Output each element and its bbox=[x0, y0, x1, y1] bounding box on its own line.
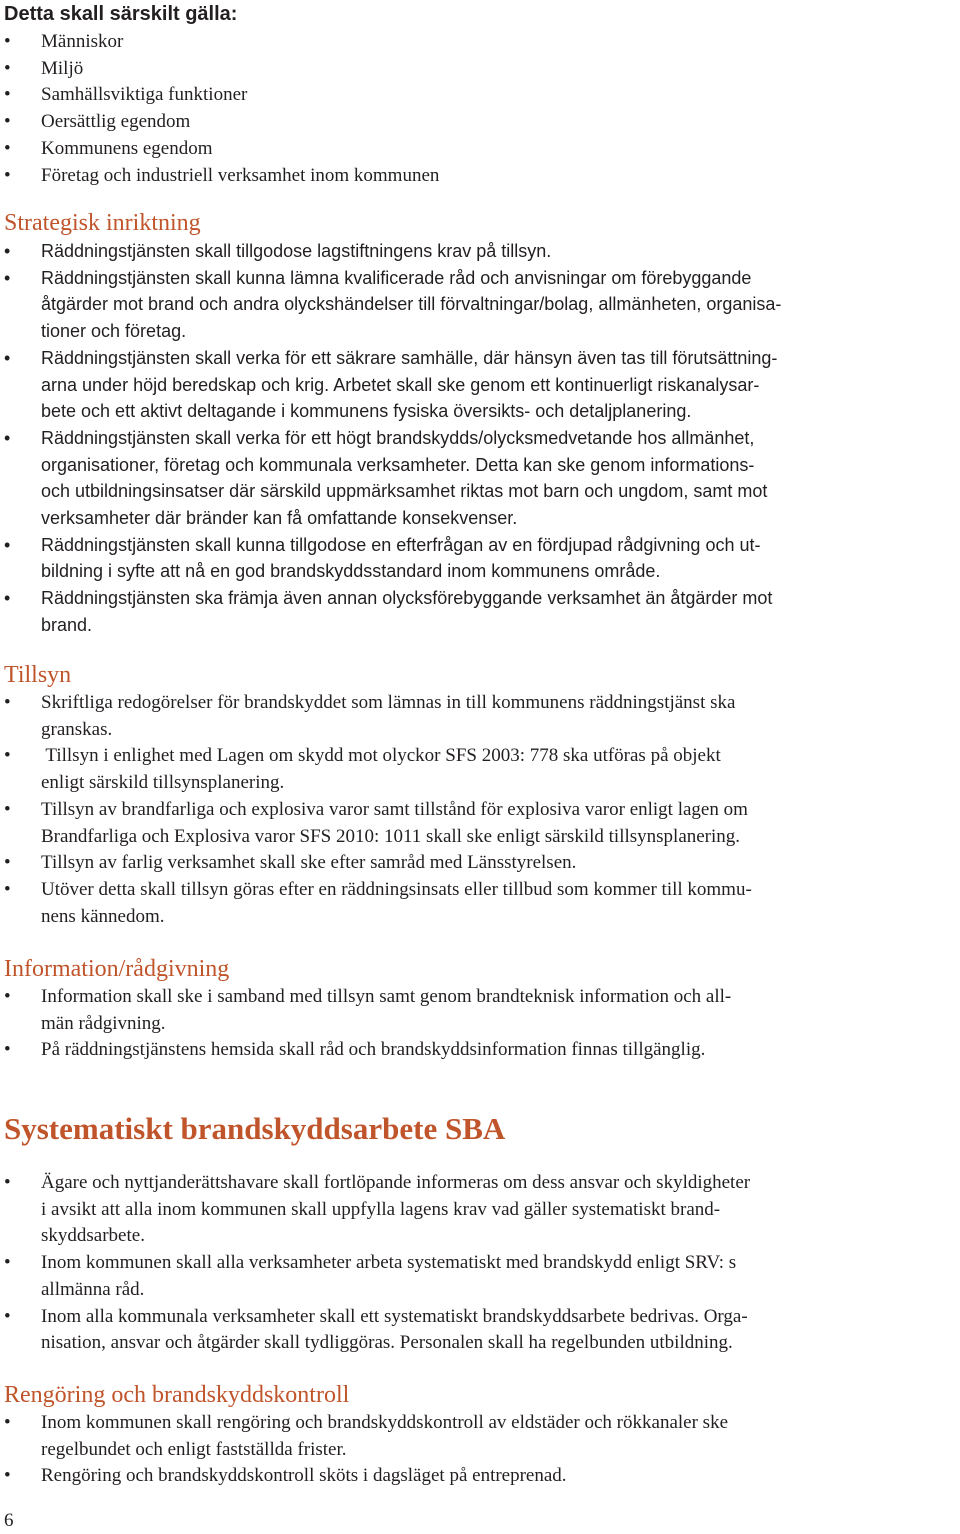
list-item-line: På räddningstjänstens hemsida skall råd och brandskyddsinformation finnas tillgänglig. bbox=[41, 1039, 706, 1061]
list-item-line: Räddningstjänsten skall verka för ett säkrare samhälle, där hänsyn även tas till förutsättning- bbox=[41, 347, 778, 368]
bullet-icon: • bbox=[4, 241, 11, 261]
list-item bbox=[0, 29, 960, 56]
list-item-line: Miljö bbox=[41, 57, 84, 79]
list-item-line: Inom alla kommunala verksamheter skall ett systematiskt brandskyddsarbete bedrivas. Orga- bbox=[41, 1305, 748, 1327]
bullet-icon: • bbox=[4, 878, 11, 900]
list-item-line: i avsikt att alla inom kommunen skall uppfylla lagens krav vad gäller systematiskt brand- bbox=[41, 1198, 721, 1220]
list-item-line: Brandfarliga och Explosiva varor SFS 2010: 1011 skall ske enligt särskild tillsynsplanering. bbox=[41, 825, 741, 847]
list-item-line: Människor bbox=[41, 31, 124, 52]
list-item-line: Rengöring och brandskyddskontroll sköts i dagsläget på entreprenad. bbox=[41, 1465, 567, 1487]
list-item-line: bete och ett aktivt deltagande i kommunens fysiska översikts- och detaljplanering. bbox=[41, 401, 692, 422]
bullet-icon: • bbox=[4, 986, 11, 1007]
bullet-icon: • bbox=[4, 1412, 11, 1433]
rengoring-section bbox=[0, 1381, 960, 1490]
list-item-line: Oersättlig egendom bbox=[41, 111, 191, 133]
bullet-icon: • bbox=[4, 137, 11, 159]
list-item bbox=[0, 163, 960, 190]
list-item-line: Tillsyn i enlighet med Lagen om skydd mot olyckor SFS 2003: 778 ska utföras på objekt bbox=[41, 745, 721, 767]
bullet-icon: • bbox=[4, 111, 11, 133]
bullet-icon: • bbox=[4, 347, 11, 368]
list-item-line: tioner och företag. bbox=[41, 321, 187, 342]
rengoring-list bbox=[0, 1410, 960, 1490]
list-item-line: åtgärder mot brand och andra olyckshändelser till förvaltningar/bolag, allmänheten, organisa- bbox=[41, 294, 782, 315]
bullet-icon: • bbox=[4, 1172, 11, 1193]
list-item bbox=[0, 1463, 960, 1490]
list-item-line: Räddningstjänsten skall tillgodose lagstiftningens krav på tillsyn. bbox=[41, 241, 552, 261]
bullet-icon: • bbox=[4, 798, 11, 820]
bullet-icon: • bbox=[4, 1305, 11, 1327]
intro-section bbox=[0, 0, 960, 189]
list-item bbox=[0, 136, 960, 163]
list-item bbox=[0, 56, 960, 83]
list-item-line: Skriftliga redogörelser för brandskyddet som lämnas in till kommunens räddningstjänst ska bbox=[41, 692, 736, 713]
list-item bbox=[0, 1410, 960, 1463]
bullet-icon: • bbox=[4, 84, 11, 106]
list-item-line: Räddningstjänsten skall kunna lämna kvalificerade råd och anvisningar om förebyggande bbox=[41, 267, 752, 288]
strategisk-section bbox=[0, 209, 960, 639]
sba-heading: Systematiskt brandskyddsarbete SBA bbox=[4, 1111, 506, 1146]
list-item-line: Information skall ske i samband med tillsyn samt genom brandteknisk information och all- bbox=[41, 986, 732, 1007]
list-item bbox=[0, 1304, 960, 1357]
strategisk-list bbox=[0, 238, 960, 639]
list-item bbox=[0, 850, 960, 877]
list-item-line: Utöver detta skall tillsyn göras efter en räddningsinsats eller tillbud som kommer till kommu- bbox=[41, 878, 752, 900]
list-item bbox=[0, 984, 960, 1037]
list-item bbox=[0, 109, 960, 136]
list-item-line: verksamheter där bränder kan få omfattande konsekvenser. bbox=[41, 508, 518, 529]
intro-heading: Detta skall särskilt gälla: bbox=[4, 3, 238, 25]
list-item bbox=[0, 877, 960, 930]
list-item bbox=[0, 425, 960, 532]
list-item-line: brand. bbox=[41, 614, 93, 635]
information-section bbox=[0, 955, 960, 1064]
bullet-icon: • bbox=[4, 692, 11, 713]
list-item bbox=[0, 345, 960, 425]
list-item-line: enligt särskild tillsynsplanering. bbox=[41, 772, 285, 794]
bullet-icon: • bbox=[4, 1252, 11, 1274]
list-item bbox=[0, 1037, 960, 1064]
list-item bbox=[0, 585, 960, 638]
list-item-line: Tillsyn av brandfarliga och explosiva varor samt tillstånd för explosiva varor enligt lagen om bbox=[41, 798, 748, 820]
list-item bbox=[0, 238, 960, 265]
bullet-icon: • bbox=[4, 852, 11, 874]
list-item bbox=[0, 265, 960, 345]
sba-list bbox=[0, 1170, 960, 1357]
list-item-line: Företag och industriell verksamhet inom kommunen bbox=[41, 164, 440, 186]
bullet-icon: • bbox=[4, 267, 11, 288]
list-item bbox=[0, 743, 960, 796]
list-item-line: nens kännedom. bbox=[41, 905, 165, 927]
list-item-line: bildning i syfte att nå en god brandskyddsstandard inom kommunens område. bbox=[41, 561, 661, 582]
page-number: 6 bbox=[4, 1510, 14, 1531]
list-item-line: Samhällsviktiga funktioner bbox=[41, 84, 248, 106]
bullet-icon: • bbox=[4, 31, 11, 52]
bullet-icon: • bbox=[4, 534, 11, 555]
bullet-icon: • bbox=[4, 164, 11, 186]
list-item-line: Tillsyn av farlig verksamhet skall ske efter samråd med Länsstyrelsen. bbox=[41, 852, 577, 874]
bullet-icon: • bbox=[4, 588, 11, 609]
bullet-icon: • bbox=[4, 1039, 11, 1061]
bullet-icon: • bbox=[4, 745, 11, 767]
list-item-line: organisationer, företag och kommunala verksamheter. Detta kan ske genom informations- bbox=[41, 454, 755, 475]
list-item-line: män rådgivning. bbox=[41, 1012, 166, 1034]
list-item-line: Räddningstjänsten skall verka för ett högt brandskydds/olycksmedvetande hos allmänhet, bbox=[41, 427, 755, 448]
list-item bbox=[0, 1250, 960, 1303]
tillsyn-section bbox=[0, 661, 960, 930]
list-item bbox=[0, 1170, 960, 1250]
list-item-line: allmänna råd. bbox=[41, 1278, 145, 1300]
list-item bbox=[0, 82, 960, 109]
list-item-line: regelbundet och enligt fastställda frister. bbox=[41, 1438, 347, 1460]
list-item-line: skyddsarbete. bbox=[41, 1225, 145, 1247]
information-list bbox=[0, 984, 960, 1064]
list-item-line: Inom kommunen skall rengöring och brandskyddskontroll av eldstäder och rökkanaler ske bbox=[41, 1412, 728, 1433]
list-item-line: arna under höjd beredskap och krig. Arbetet skall ske genom ett kontinuerligt riskanalysar- bbox=[41, 374, 760, 395]
intro-list bbox=[0, 29, 960, 189]
tillsyn-heading: Tillsyn bbox=[4, 662, 72, 688]
list-item-line: och utbildningsinsatser där särskild uppmärksamhet riktas mot barn och ungdom, samt mot bbox=[41, 481, 768, 502]
bullet-icon: • bbox=[4, 1465, 11, 1487]
bullet-icon: • bbox=[4, 57, 11, 79]
tillsyn-list bbox=[0, 690, 960, 930]
list-item-line: Ägare och nyttjanderättshavare skall fortlöpande informeras om dess ansvar och skyldigheter bbox=[41, 1172, 751, 1193]
rengoring-heading: Rengöring och brandskyddskontroll bbox=[4, 1382, 350, 1408]
list-item-line: Inom kommunen skall alla verksamheter arbeta systematiskt med brandskydd enligt SRV: s bbox=[41, 1252, 737, 1274]
list-item bbox=[0, 532, 960, 585]
strategisk-heading: Strategisk inriktning bbox=[4, 210, 201, 236]
list-item-line: Räddningstjänsten ska främja även annan olycksförebyggande verksamhet än åtgärder mot bbox=[41, 588, 773, 609]
sba-section bbox=[0, 1107, 960, 1357]
bullet-icon: • bbox=[4, 427, 11, 448]
information-heading: Information/rådgivning bbox=[4, 956, 230, 982]
list-item bbox=[0, 797, 960, 850]
list-item-line: nisation, ansvar och åtgärder skall tydliggöras. Personalen skall ha regelbunden utbildning. bbox=[41, 1332, 733, 1354]
list-item bbox=[0, 690, 960, 743]
list-item-line: Räddningstjänsten skall kunna tillgodose en efterfrågan av en fördjupad rådgivning och ut- bbox=[41, 534, 761, 555]
list-item-line: granskas. bbox=[41, 718, 113, 740]
list-item-line: Kommunens egendom bbox=[41, 137, 213, 159]
